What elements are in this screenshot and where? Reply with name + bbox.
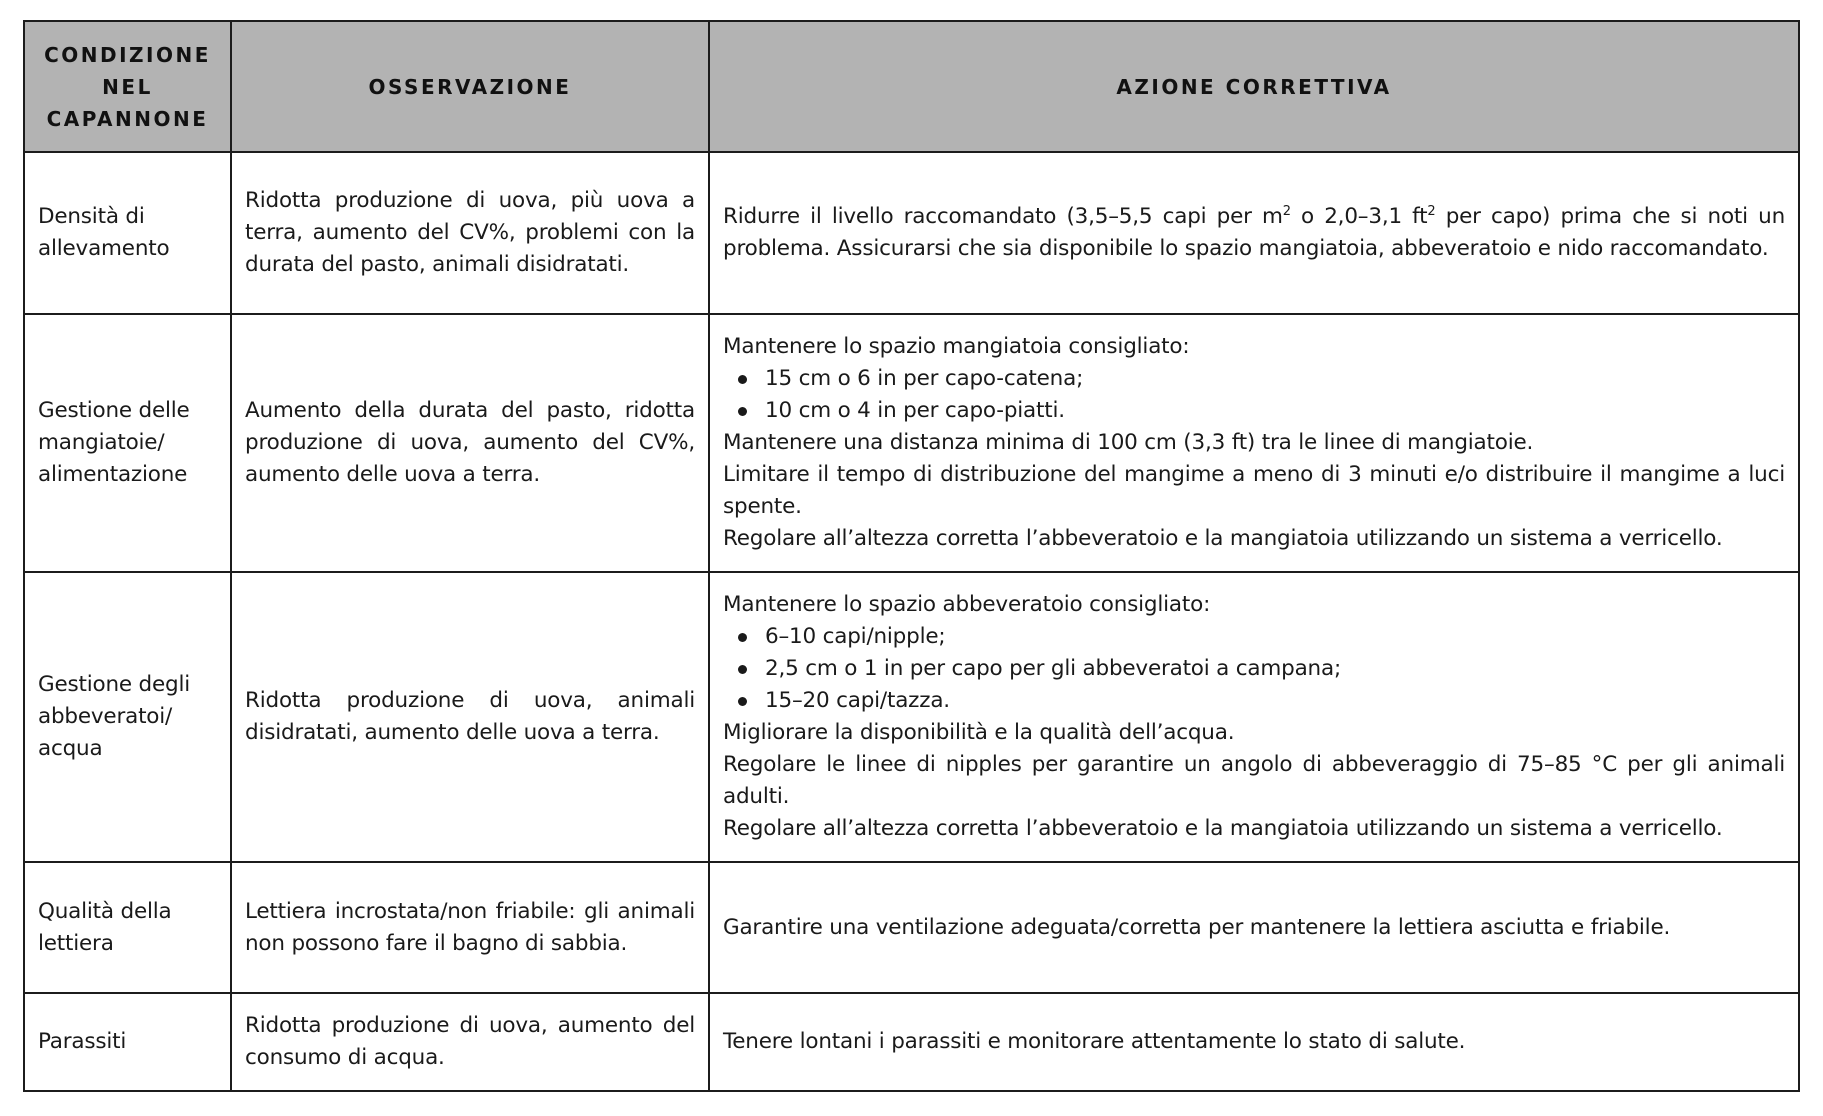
condition-line: Densità di	[38, 204, 145, 229]
cell-action	[709, 572, 1799, 862]
header-observation: OSSERVAZIONE	[231, 21, 709, 152]
condition-line: acqua	[38, 736, 103, 761]
action-line: Mantenere una distanza minima di 100 cm (3,3 ft) tra le linee di mangiatoie.	[723, 430, 1534, 455]
bullet-icon	[738, 633, 747, 642]
header-condition-line: CONDIZIONE	[44, 42, 211, 67]
cell-action: Tenere lontani i parassiti e monitorare attentamente lo stato di salute.	[709, 993, 1799, 1091]
bullet-icon	[738, 375, 747, 384]
superscript: 2	[1427, 203, 1436, 219]
action-intro: Mantenere lo spazio abbeveratoio consigliato:	[723, 592, 1211, 617]
condition-line: abbeveratoi/	[38, 704, 173, 729]
bullet-icon	[738, 665, 747, 674]
list-item	[738, 363, 1785, 395]
condition-line: Gestione degli	[38, 672, 191, 697]
cell-observation: Ridotta produzione di uova, più uova a terra, aumento del CV%, problemi con la durata del pasto, animali disidratati.	[231, 152, 709, 314]
cell-action: Garantire una ventilazione adeguata/corretta per mantenere la lettiera asciutta e friabile.	[709, 862, 1799, 993]
action-intro: Mantenere lo spazio mangiatoia consigliato:	[723, 334, 1190, 359]
condition-line: mangiatoie/	[38, 430, 165, 455]
action-text: per capo) prima che si noti un problema. Assicurarsi che sia disponibile lo spazio mangiatoia, abbeveratoio e nido raccomandato.	[723, 204, 1786, 261]
list-item-text: 15–20 capi/tazza.	[765, 688, 950, 713]
action-line: Migliorare la disponibilità e la qualità dell’acqua.	[723, 720, 1235, 745]
list-item	[738, 685, 1785, 717]
cell-condition	[24, 314, 231, 572]
list-item-text: 10 cm o 4 in per capo-piatti.	[765, 398, 1065, 423]
cell-condition	[24, 152, 231, 314]
table-row	[24, 152, 1799, 314]
action-line: Regolare le linee di nipples per garantire un angolo di abbeveraggio di 75–85 °C per gli animali adulti.	[723, 752, 1785, 809]
table-header-row	[24, 21, 1799, 152]
condition-line: lettiera	[38, 930, 114, 956]
cell-observation: Ridotta produzione di uova, aumento del consumo di acqua.	[231, 993, 709, 1091]
bullet-list	[723, 363, 1785, 427]
header-action: AZIONE CORRETTIVA	[709, 21, 1799, 152]
list-item-text: 6–10 capi/nipple;	[765, 624, 946, 649]
header-condition-line: CAPANNONE	[46, 106, 209, 131]
list-item-text: 2,5 cm o 1 in per capo per gli abbeveratoi a campana;	[765, 656, 1341, 681]
bullet-icon	[738, 407, 747, 416]
list-item	[738, 621, 1785, 653]
corrective-actions-table	[23, 20, 1800, 1092]
cell-observation: Ridotta produzione di uova, animali disidratati, aumento delle uova a terra.	[231, 572, 709, 862]
table-row	[24, 993, 1799, 1091]
cell-observation: Aumento della durata del pasto, ridotta produzione di uova, aumento del CV%, aumento delle uova a terra.	[231, 314, 709, 572]
cell-condition	[24, 572, 231, 862]
table-row	[24, 862, 1799, 993]
cell-action	[709, 152, 1799, 314]
action-text: Ridurre il livello raccomandato (3,5–5,5 capi per m	[723, 204, 1283, 229]
cell-observation: Lettiera incrostata/non friabile: gli animali non possono fare il bagno di sabbia.	[231, 862, 709, 993]
condition-line: Gestione delle	[38, 398, 190, 423]
list-item	[738, 395, 1785, 427]
condition-line: Qualità della	[38, 898, 172, 924]
cell-condition	[24, 862, 231, 993]
condition-line: allevamento	[38, 236, 170, 261]
action-line: Regolare all’altezza corretta l’abbeveratoio e la mangiatoia utilizzando un sistema a verricello.	[723, 816, 1723, 841]
cell-action	[709, 314, 1799, 572]
superscript: 2	[1282, 203, 1291, 219]
cell-condition	[24, 993, 231, 1091]
condition-line: Parassiti	[38, 1029, 127, 1054]
bullet-list	[723, 621, 1785, 717]
condition-line: alimentazione	[38, 462, 188, 487]
table-row	[24, 572, 1799, 862]
list-item	[738, 653, 1785, 685]
action-line: Limitare il tempo di distribuzione del mangime a meno di 3 minuti e/o distribuire il mangime a luci spente.	[723, 462, 1785, 519]
action-line: Regolare all’altezza corretta l’abbeveratoio e la mangiatoia utilizzando un sistema a verricello.	[723, 526, 1723, 551]
list-item-text: 15 cm o 6 in per capo-catena;	[765, 366, 1084, 391]
table-row	[24, 314, 1799, 572]
header-condition-line: NEL	[102, 74, 153, 99]
header-condition	[24, 21, 231, 152]
bullet-icon	[738, 697, 747, 706]
action-text: o 2,0–3,1 ft	[1290, 204, 1428, 229]
